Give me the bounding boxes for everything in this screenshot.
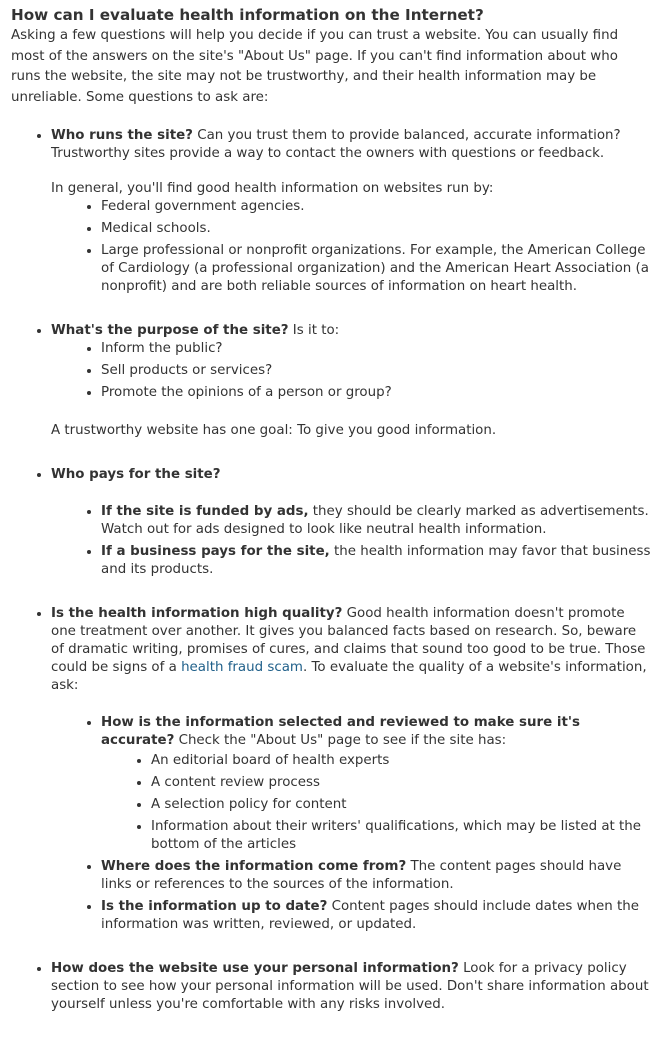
- health-fraud-scam-link[interactable]: health fraud scam: [181, 660, 303, 676]
- list-item: • Inform the public?: [101, 340, 651, 358]
- page-title: How can I evaluate health information on the Internet?: [11, 6, 484, 24]
- item-bold: Is the information up to date?: [101, 899, 328, 915]
- question-text-after: . To evaluate the quality of a website's information, ask:: [51, 660, 647, 694]
- list-item-quality: [51, 605, 651, 934]
- item-bold: Where does the information come from?: [101, 859, 407, 875]
- list-item: [101, 503, 651, 539]
- list-item-who-pays: [51, 466, 651, 579]
- item-text: Content pages should include dates when the information was written, reviewed, or updated.: [101, 899, 640, 933]
- item-text: they should be clearly marked as advertisements. Watch out for ads designed to look like neutral health information.: [101, 504, 649, 538]
- question-label: Who runs the site?: [51, 128, 193, 144]
- intro-paragraph: Asking a few questions will help you decide if you can trust a website. You can usually find most of the answers on the site's "About Us" page. If you can't find information about who runs the website, the site may not be trustworthy, and their health information may be unreliable. Some questions to ask are:: [11, 28, 619, 105]
- list-item: • A content review process: [151, 774, 651, 792]
- list-item: [101, 714, 651, 854]
- list-item: • A selection policy for content: [151, 796, 651, 814]
- list-item: [101, 898, 651, 934]
- question-text: Look for a privacy policy section to see how your personal information will be used. Don't share information about yourself unless you're comfortable with any risks involved.: [51, 961, 649, 1013]
- item-bold: If a business pays for the site,: [101, 544, 330, 560]
- item-bold: If the site is funded by ads,: [101, 504, 309, 520]
- item-text: Check the "About Us" page to see if the site has:: [174, 733, 507, 749]
- list-item: • Sell products or services?: [101, 362, 651, 380]
- question-label: What's the purpose of the site?: [51, 323, 289, 339]
- general-text: In general, you'll find good health information on websites run by:: [51, 181, 494, 197]
- questions-list: [11, 127, 651, 1014]
- list-item: • Federal government agencies.: [101, 198, 651, 216]
- question-label: Who pays for the site?: [51, 467, 221, 483]
- question-text: Good health information doesn't promote one treatment over another. It gives you balanced facts based on research. So, beware of dramatic writing, promises of cures, and claims that sound too good to be true. Those could be signs of a: [51, 606, 646, 676]
- question-label: How does the website use your personal information?: [51, 961, 459, 977]
- goal-text: A trustworthy website has one goal: To give you good information.: [51, 423, 497, 439]
- list-item-personal: [51, 960, 651, 1014]
- list-item: [101, 543, 651, 579]
- about-us-list: [101, 752, 651, 854]
- list-item-purpose: [51, 322, 651, 440]
- list-item: • Large professional or nonprofit organizations. For example, the American College of Cardiology (a professional organization) and the American Heart Association (a nonprofit) and are both reliable sources of information on heart health.: [101, 242, 651, 296]
- sources-list: [51, 198, 651, 296]
- item-bold: How is the information selected and reviewed to make sure it's accurate?: [101, 715, 580, 749]
- question-text: Can you trust them to provide balanced, accurate information? Trustworthy sites provide a way to contact the owners with questions or feedback.: [51, 128, 621, 162]
- item-text: the health information may favor that business and its products.: [101, 544, 651, 578]
- item-text: The content pages should have links or references to the sources of the information.: [101, 859, 622, 893]
- list-item: • An editorial board of health experts: [151, 752, 651, 770]
- funding-list: [51, 503, 651, 579]
- question-text: Is it to:: [288, 323, 340, 339]
- quality-list: [51, 714, 651, 934]
- list-item-who-runs: [51, 127, 651, 296]
- question-label: Is the health information high quality?: [51, 606, 343, 622]
- purpose-list: [51, 340, 651, 402]
- list-item: • Medical schools.: [101, 220, 651, 238]
- list-item: [101, 858, 651, 894]
- list-item: • Promote the opinions of a person or group?: [101, 384, 651, 402]
- list-item: • Information about their writers' qualifications, which may be listed at the bottom of the articles: [151, 818, 651, 854]
